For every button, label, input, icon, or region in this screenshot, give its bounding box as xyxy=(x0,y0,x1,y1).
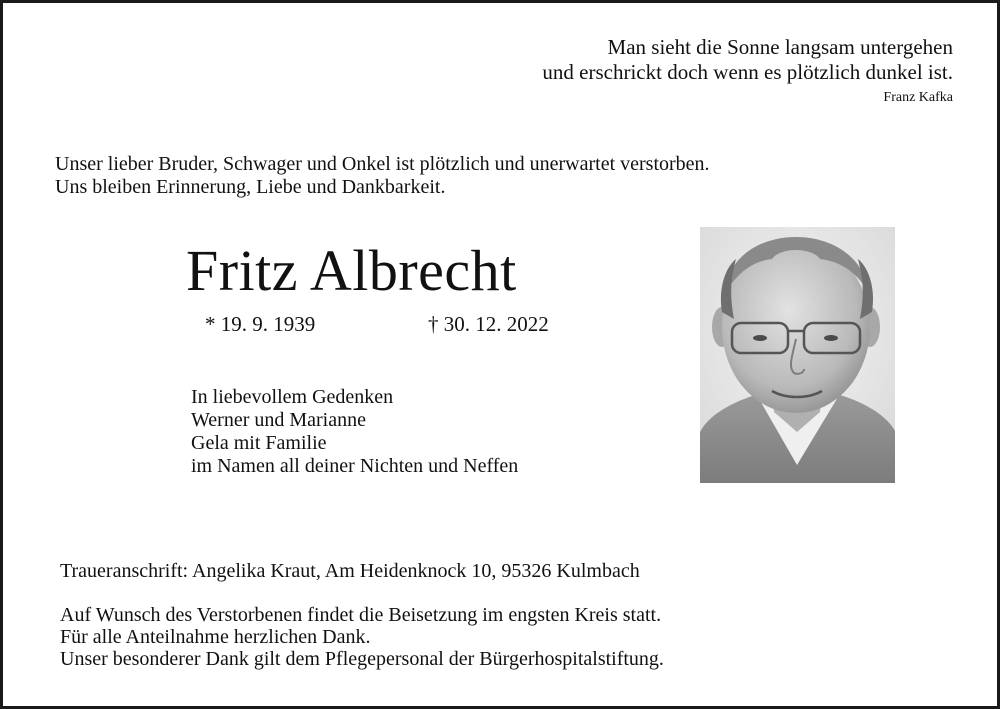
intro-text xyxy=(55,153,710,199)
closing-line: Unser besonderer Dank gilt dem Pflegepersonal der Bürgerhospitalstiftung. xyxy=(60,648,664,670)
mourner-line: im Namen all deiner Nichten und Neffen xyxy=(191,455,519,477)
quote-line: Man sieht die Sonne langsam untergehen xyxy=(607,35,953,59)
closing-line: Für alle Anteilnahme herzlichen Dank. xyxy=(60,626,371,648)
deceased-name: Fritz Albrecht xyxy=(186,238,517,303)
closing-line: Auf Wunsch des Verstorbenen findet die Beisetzung im engsten Kreis statt. xyxy=(60,604,662,626)
death-date: † 30. 12. 2022 xyxy=(428,312,549,336)
birth-date: * 19. 9. 1939 xyxy=(205,312,316,336)
intro-line: Unser lieber Bruder, Schwager und Onkel ist plötzlich und unerwartet verstorben. xyxy=(55,153,710,175)
portrait-photo xyxy=(700,227,895,483)
quote-line: und erschrickt doch wenn es plötzlich dunkel ist. xyxy=(542,60,953,84)
kafka-quote xyxy=(542,35,953,107)
mourners-list xyxy=(191,386,518,478)
closing-text xyxy=(60,604,664,670)
mourning-address: Traueranschrift: Angelika Kraut, Am Heidenknock 10, 95326 Kulmbach xyxy=(60,560,640,582)
mourner-line: Gela mit Familie xyxy=(191,432,327,454)
mourner-line: Werner und Marianne xyxy=(191,409,366,431)
intro-line: Uns bleiben Erinnerung, Liebe und Dankbarkeit. xyxy=(55,176,446,198)
quote-author: Franz Kafka xyxy=(883,90,953,105)
mourner-line: In liebevollem Gedenken xyxy=(191,386,394,408)
